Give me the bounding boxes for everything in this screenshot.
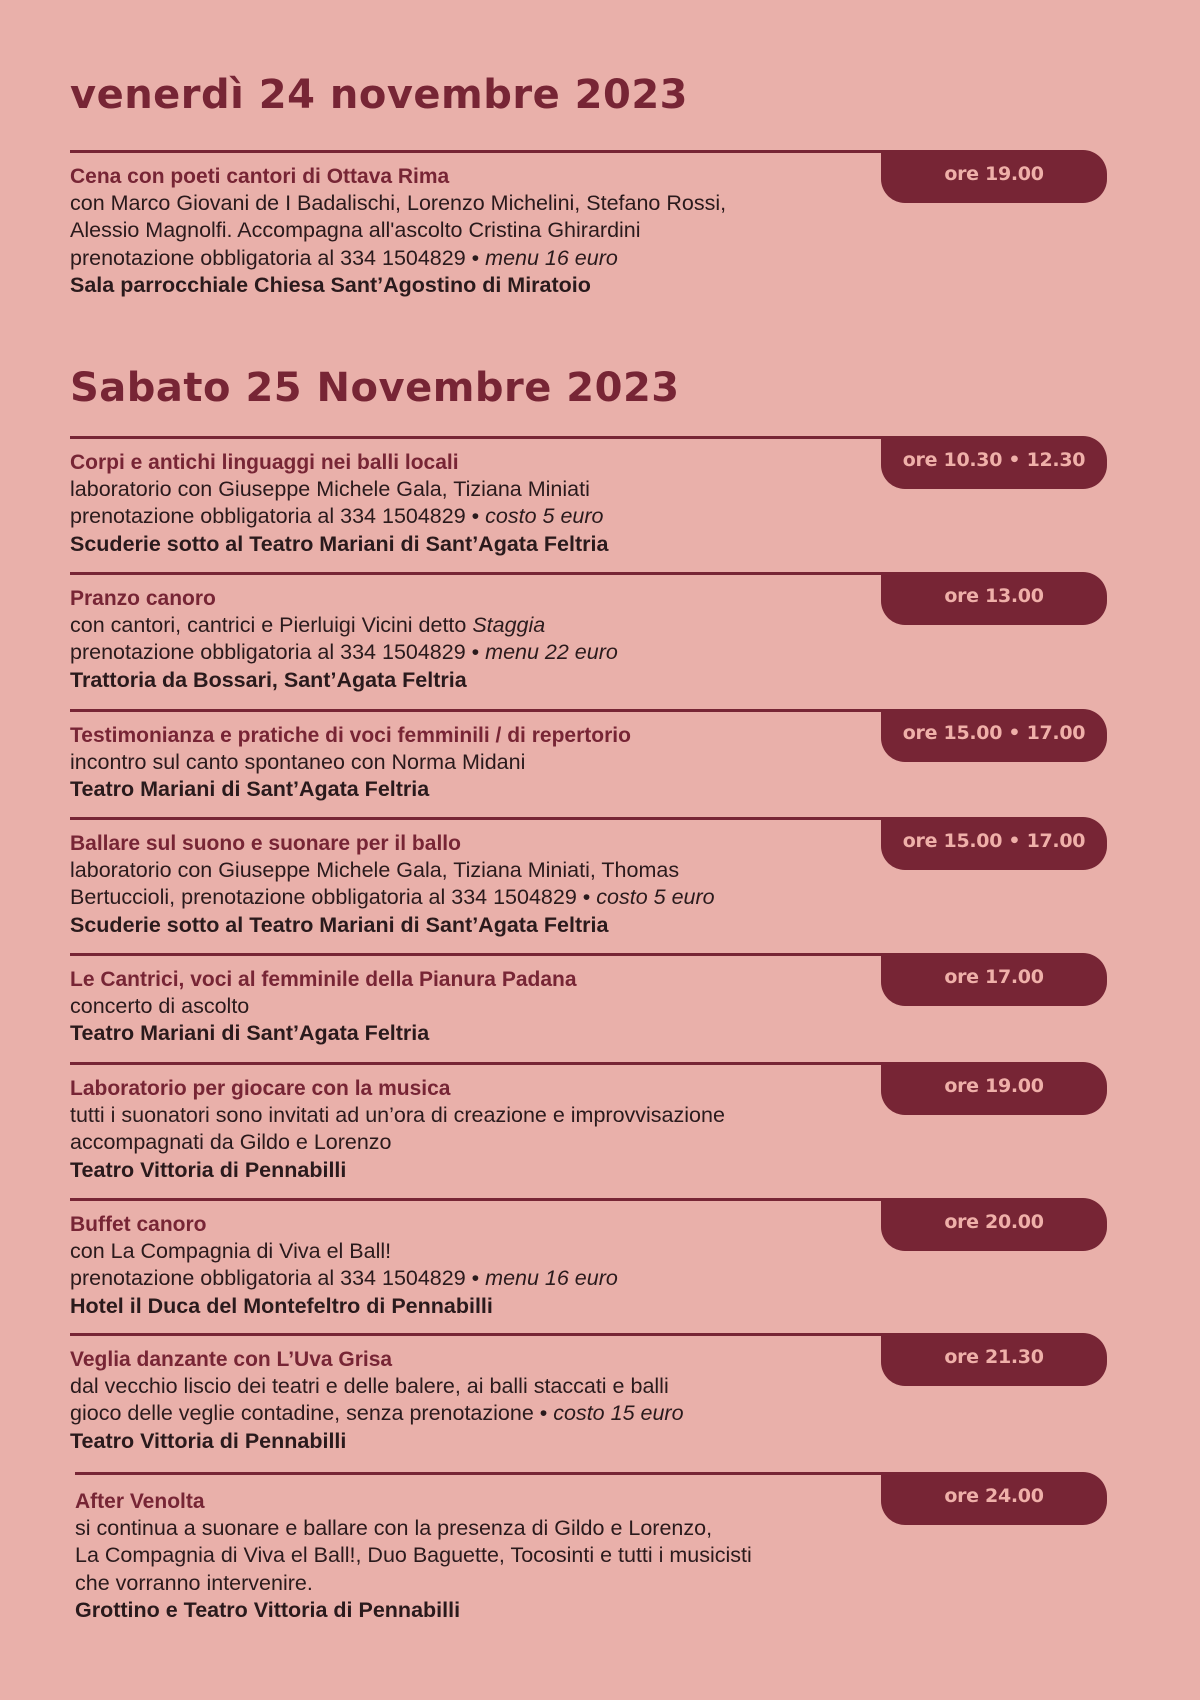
- time-badge: ore 15.00 • 17.00: [881, 709, 1107, 762]
- event-booking-line: prenotazione obbligatoria al 334 1504829 • menu 22 euro: [70, 640, 618, 665]
- event-description-line: tutti i suonatori sono invitati ad un’ora di creazione e improvvisazione: [70, 1103, 725, 1128]
- day-title-saturday: Sabato 25 Novembre 2023: [70, 365, 680, 411]
- event-venue: Teatro Vittoria di Pennabilli: [70, 1157, 347, 1182]
- time-badge: ore 20.00: [881, 1198, 1107, 1251]
- event-title: Cena con poeti cantori di Ottava Rima: [70, 165, 450, 188]
- event-booking-line: gioco delle veglie contadine, senza prenotazione • costo 15 euro: [70, 1401, 684, 1426]
- event-booking-line: prenotazione obbligatoria al 334 1504829 • costo 5 euro: [70, 504, 604, 529]
- event-title: Le Cantrici, voci al femminile della Pianura Padana: [70, 968, 577, 991]
- event-description-line: che vorranno intervenire.: [75, 1570, 313, 1595]
- event-booking-line: prenotazione obbligatoria al 334 1504829 • menu 16 euro: [70, 1266, 618, 1291]
- event-venue: Teatro Mariani di Sant’Agata Feltria: [70, 1021, 430, 1046]
- event-title: Veglia danzante con L’Uva Grisa: [70, 1348, 393, 1371]
- event-title: Pranzo canoro: [70, 587, 216, 610]
- day-title-friday: venerdì 24 novembre 2023: [70, 72, 688, 118]
- event-description-line: si continua a suonare e ballare con la presenza di Gildo e Lorenzo,: [75, 1516, 713, 1541]
- event-description-line: accompagnati da Gildo e Lorenzo: [70, 1130, 392, 1155]
- event-title: Testimonianza e pratiche di voci femminili / di repertorio: [70, 724, 631, 747]
- divider: [70, 709, 882, 712]
- event-venue: Teatro Vittoria di Pennabilli: [70, 1428, 347, 1453]
- event-description-line: dal vecchio liscio dei teatri e delle balere, ai balli staccati e balli: [70, 1374, 669, 1399]
- time-badge: ore 15.00 • 17.00: [881, 817, 1107, 870]
- event-description-line: con Marco Giovani de I Badalischi, Lorenzo Michelini, Stefano Rossi,: [70, 191, 727, 216]
- event-description-line: concerto di ascolto: [70, 994, 250, 1019]
- time-badge: ore 21.30: [881, 1333, 1107, 1386]
- event-title: Buffet canoro: [70, 1213, 207, 1236]
- event-booking-line: Bertuccioli, prenotazione obbligatoria al 334 1504829 • costo 5 euro: [70, 885, 715, 910]
- time-badge: ore 19.00: [881, 150, 1107, 203]
- divider: [70, 1333, 882, 1336]
- divider: [70, 150, 882, 153]
- event-venue: Sala parrocchiale Chiesa Sant’Agostino di Miratoio: [70, 272, 591, 297]
- event-price: menu 16 euro: [485, 245, 618, 270]
- divider: [70, 953, 882, 956]
- event-venue: Grottino e Teatro Vittoria di Pennabilli: [75, 1597, 461, 1622]
- event-venue: Hotel il Duca del Montefeltro di Pennabilli: [70, 1293, 493, 1318]
- time-badge: ore 19.00: [881, 1062, 1107, 1115]
- time-badge: ore 17.00: [881, 953, 1107, 1006]
- event-description-line: laboratorio con Giuseppe Michele Gala, Tiziana Miniati: [70, 477, 590, 502]
- divider: [70, 572, 882, 575]
- event-price: costo 15 euro: [553, 1401, 684, 1426]
- event-description-line: La Compagnia di Viva el Ball!, Duo Baguette, Tocosinti e tutti i musicisti: [75, 1543, 752, 1568]
- time-badge: ore 24.00: [881, 1472, 1107, 1525]
- event-price: costo 5 euro: [485, 504, 604, 529]
- divider: [70, 817, 882, 820]
- divider: [70, 436, 882, 439]
- divider: [70, 1198, 882, 1201]
- event-venue: Scuderie sotto al Teatro Mariani di Sant’Agata Feltria: [70, 531, 609, 556]
- event-description-line: con cantori, cantrici e Pierluigi Vicini detto Staggia: [70, 613, 546, 638]
- divider: [75, 1472, 882, 1475]
- event-price: costo 5 euro: [596, 885, 715, 910]
- time-badge: ore 13.00: [881, 572, 1107, 625]
- event-description-line: incontro sul canto spontaneo con Norma Midani: [70, 750, 526, 775]
- time-badge: ore 10.30 • 12.30: [881, 436, 1107, 489]
- event-title: Laboratorio per giocare con la musica: [70, 1077, 451, 1100]
- event-venue: Teatro Mariani di Sant’Agata Feltria: [70, 777, 430, 802]
- event-description-line: con La Compagnia di Viva el Ball!: [70, 1239, 392, 1264]
- event-price: menu 16 euro: [485, 1266, 618, 1291]
- event-description-line: laboratorio con Giuseppe Michele Gala, Tiziana Miniati, Thomas: [70, 858, 680, 883]
- event-venue: Scuderie sotto al Teatro Mariani di Sant’Agata Feltria: [70, 912, 609, 937]
- event-title: After Venolta: [75, 1490, 205, 1513]
- event-price: menu 22 euro: [485, 640, 618, 665]
- event-title: Ballare sul suono e suonare per il ballo: [70, 832, 461, 855]
- event-venue: Trattoria da Bossari, Sant’Agata Feltria: [70, 667, 467, 692]
- event-title: Corpi e antichi linguaggi nei balli locali: [70, 451, 459, 474]
- event-booking-line: prenotazione obbligatoria al 334 1504829 • menu 16 euro: [70, 245, 618, 270]
- event-description-line: Alessio Magnolfi. Accompagna all'ascolto Cristina Ghirardini: [70, 218, 641, 243]
- divider: [70, 1062, 882, 1065]
